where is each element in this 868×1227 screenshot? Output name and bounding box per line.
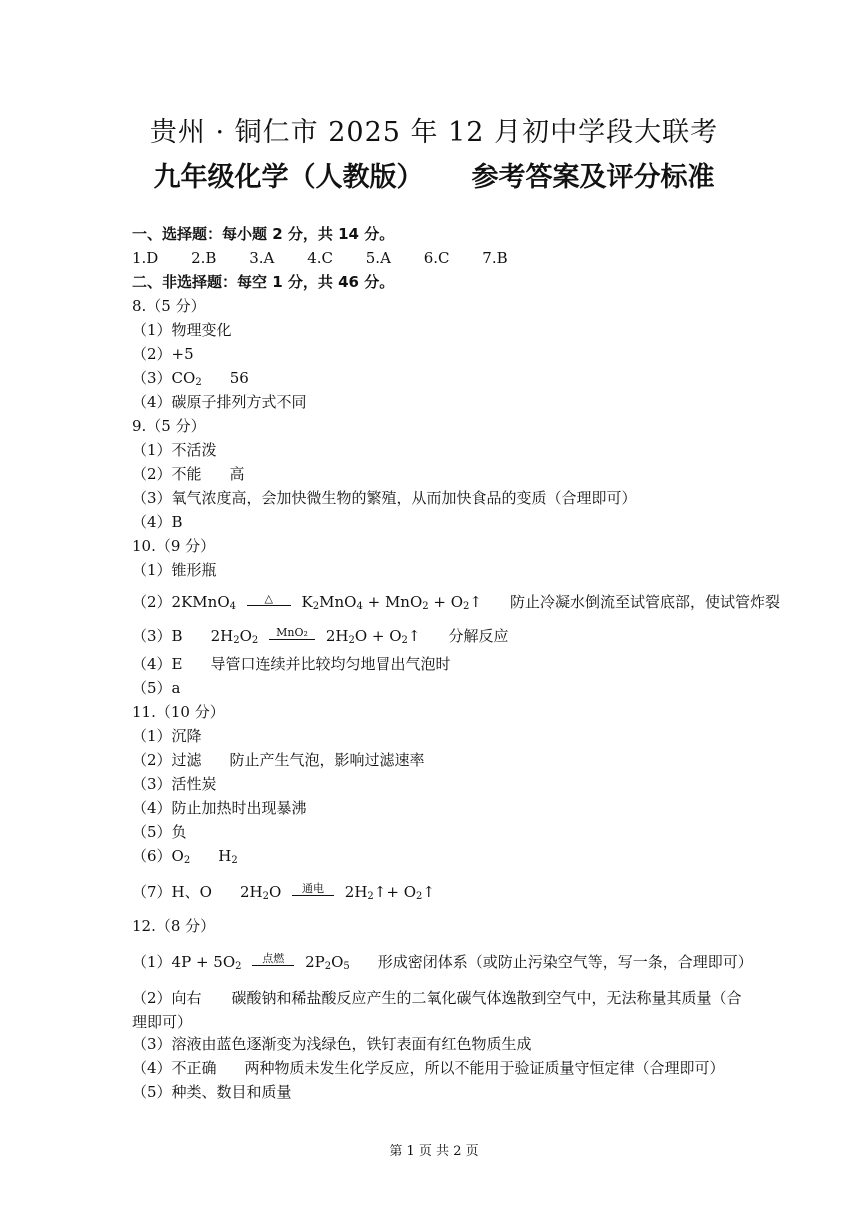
q10-answer-2: （2）2KMnO$_4$ △ $K_2MnO_4 + MnO_2$ + $O_2↑$ 防止冷凝水倒流至试管底部，使试管炸裂 [132,592,781,612]
q10-label: 10.（9 分） [132,537,216,555]
page-footer: 第 1 页 共 2 页 [389,1144,479,1159]
q12-answer-3: （3）溶液由蓝色逐渐变为浅绿色，铁钉表面有红色物质生成 [132,1035,532,1053]
answer-6: 6.C [423,249,450,267]
q12-answer-5: （5）种类、数目和质量 [132,1083,292,1101]
q12-label: 12.（8 分） [132,917,216,935]
q12-answer-4: （4）不正确 两种物质未发生化学反应，所以不能用于验证质量守恒定律（合理即可） [132,1059,725,1077]
q11-answer-5: （5）负 [132,823,187,841]
q8-answer-2: （2）+5 [132,345,194,363]
q12-answer-1: $(1)4P + 5O_2$ 点燃 $2P_2O_5$ 形成密闭体系（或防止污染空气等，写一条，合理即可） [132,952,753,972]
q9-answer-4: （4）B [132,513,183,531]
q11-answer-7: （7）H、O $2H_2O$ 通电 $2H_2↑+$ $O_2↑$ [132,882,435,902]
choice-answers [132,248,508,268]
answer-2: 2.B [191,249,217,267]
q8-answer-4: （4）碳原子排列方式不同 [132,393,307,411]
q10-answer-4: （4）E 导管口连续并比较均匀地冒出气泡时 [132,655,451,673]
q11-answer-6: $(6)O_2$ $H_2$ [132,847,238,866]
q8-answer-3: $(3)CO_2$ 56 [132,369,249,388]
answer-7: 7.B [482,249,508,267]
q9-answer-3: （3）氧气浓度高，会加快微生物的繁殖，从而加快食品的变质（合理即可） [132,489,637,507]
answer-1: 1.D [132,249,159,267]
q8-answer-1: （1）物理变化 [132,321,232,339]
section2-heading: 二、非选择题：每空 1 分，共 46 分。 [132,273,395,291]
answer-3: 3.A [249,249,275,267]
q11-answer-3: （3）活性炭 [132,775,217,793]
q10-answer-1: （1）锥形瓶 [132,561,217,579]
answer-4: 4.C [307,249,333,267]
document-subtitle [0,155,868,194]
section1-heading: 一、选择题：每小题 2 分，共 14 分。 [132,225,395,243]
answer-key-title: 参考答案及评分标准 [471,162,715,193]
q9-label: 9.（5 分） [132,417,206,435]
q11-answer-2: （2）过滤 防止产生气泡，影响过滤速率 [132,751,425,769]
q11-label: 11.（10 分） [132,703,225,721]
q10-answer-5: （5）a [132,679,181,697]
q10-answer-3: （3）B $2H_2O_2$ MnO₂ $2H_2O$ + $O_2↑$ 分解反应 [132,626,509,646]
answer-5: 5.A [365,249,391,267]
q12-answer-2: （2）向右 碳酸钠和稀盐酸反应产生的二氧化碳气体逸散到空气中，无法称量其质量（合理即可） [132,989,742,1031]
subject-title: 九年级化学（人教版） [153,162,424,193]
q8-label: 8.（5 分） [132,297,206,315]
q11-answer-1: （1）沉降 [132,727,202,745]
document-title: 贵州 · 铜仁市 2025 年 12 月初中学段大联考 [149,117,719,148]
q9-answer-2: （2）不能 高 [132,465,245,483]
q11-answer-4: （4）防止加热时出现暴沸 [132,799,307,817]
q9-answer-1: （1）不活泼 [132,441,217,459]
